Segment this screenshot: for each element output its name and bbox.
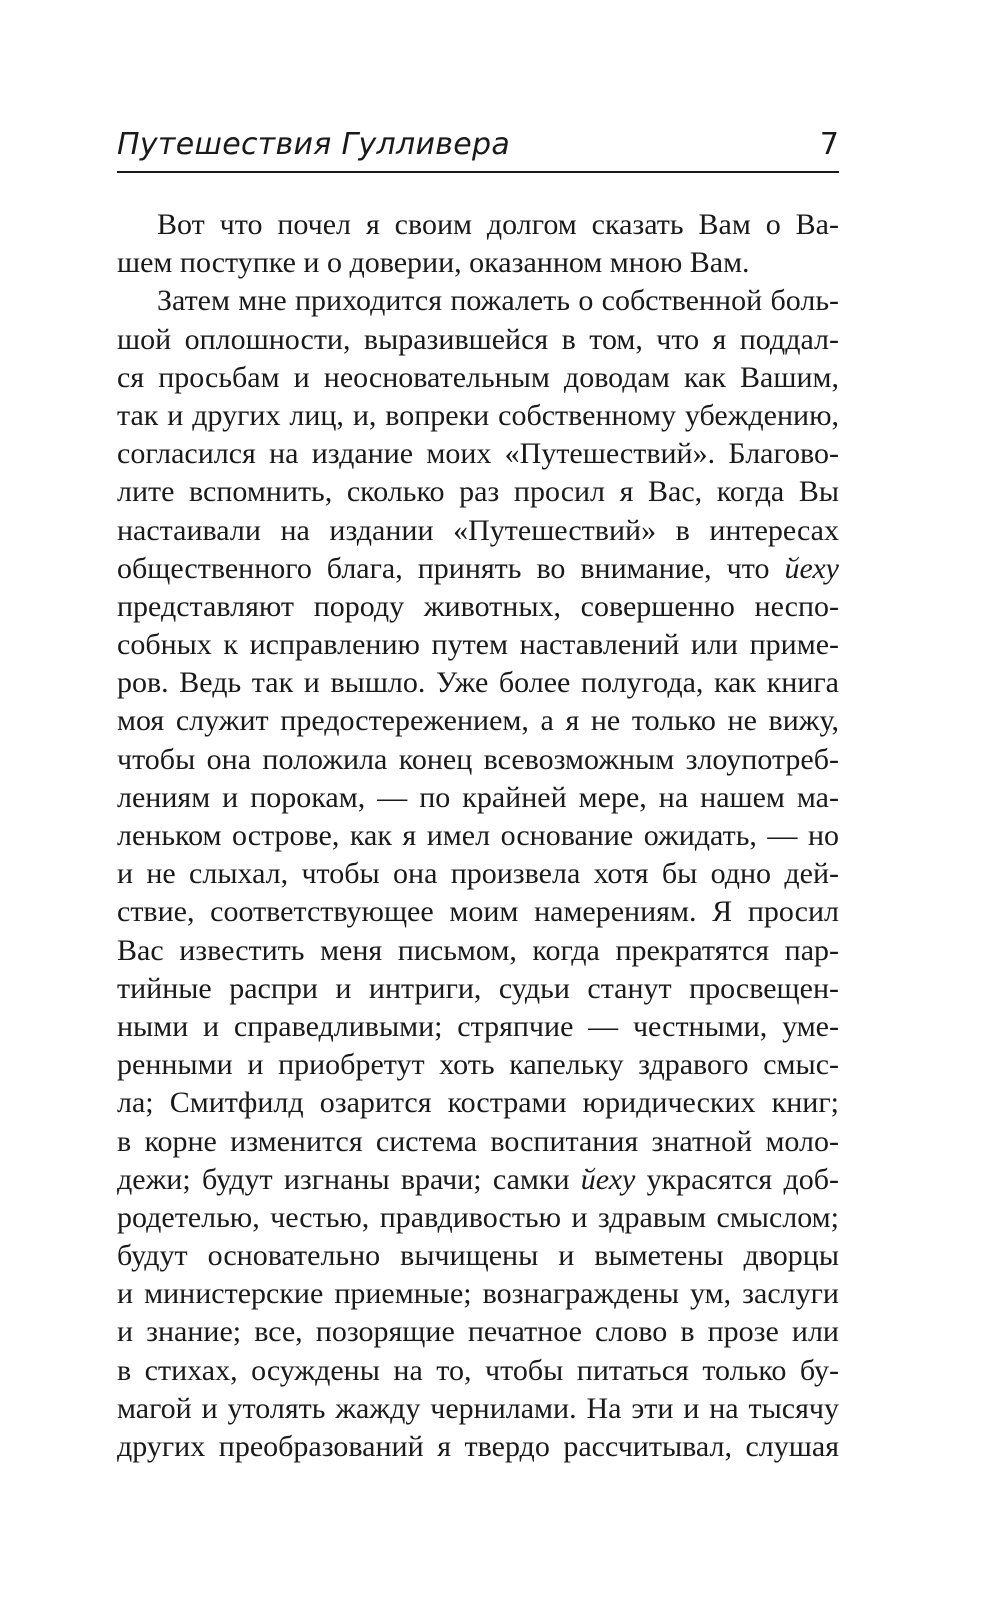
- text-line: будут основательно вычищены и выметены дворцы: [117, 1239, 839, 1273]
- running-head: [117, 125, 839, 173]
- italic-word: йеху: [784, 551, 839, 585]
- text-line: ными и справедливыми; стряпчие — честными, уме-: [117, 1009, 839, 1043]
- text-line: представляют породу животных, совершенно неспо-: [117, 589, 839, 623]
- text-line: и знание; все, позорящие печатное слово в прозе или: [117, 1315, 839, 1349]
- text-fragment: украсятся доб-: [635, 1162, 839, 1196]
- text-line: ров. Ведь так и вышло. Уже более полугода, как книга: [117, 666, 839, 700]
- text-line: ствие, соответствующее моим намерениям. Я просил: [117, 895, 839, 929]
- text-line: моя служит предостережением, а я не только не вижу,: [117, 704, 839, 738]
- text-line: лениям и порокам, — по крайней мере, на нашем ма-: [117, 780, 839, 814]
- text-line: [117, 550, 839, 588]
- text-line: в стихах, осуждены на то, чтобы питаться только бу-: [117, 1353, 839, 1387]
- text-line: ла; Смитфилд озарится кострами юридических книг;: [117, 1086, 839, 1120]
- text-line: родетелью, честью, правдивостью и здравым смыслом;: [117, 1200, 839, 1234]
- text-line: собных к исправлению путем наставлений или приме-: [117, 628, 839, 662]
- text-fragment: дежи; будут изгнаны врачи; самки: [117, 1162, 581, 1196]
- running-title: Путешествия Гулливера: [117, 127, 511, 162]
- text-line: лите вспомнить, сколько раз просил я Вас, когда Вы: [117, 475, 839, 509]
- text-line: согласился на издание моих «Путешествий». Благово-: [117, 437, 839, 471]
- text-line: и не слыхал, чтобы она произвела хотя бы одно дей-: [117, 857, 839, 891]
- text-line: Вот что почел я своим долгом сказать Вам о Ва-: [157, 208, 839, 241]
- italic-word: йеху: [580, 1162, 636, 1196]
- text-line: шем поступке и о доверии, оказанном мною Вам.: [117, 246, 750, 280]
- text-line: леньком острове, как я имел основание ожидать, — но: [117, 819, 839, 852]
- text-line: ся просьбам и неосновательным доводам как Вашим,: [117, 360, 839, 394]
- text-line: Затем мне приходится пожалеть о собственной боль-: [157, 284, 839, 318]
- body-text: [117, 206, 839, 1466]
- text-line: тийные распри и интриги, судьи станут просвещен-: [117, 971, 839, 1005]
- text-line: ренными и приобретут хоть капельку здравого смыс-: [117, 1048, 839, 1082]
- text-line: [117, 1161, 839, 1199]
- text-line: Вас известить меня письмом, когда прекратятся пар-: [117, 933, 839, 967]
- text-line: других преобразований я твердо рассчитывал, слушая: [117, 1430, 839, 1463]
- text-line: шой оплошности, выразившейся в том, что я поддал-: [117, 322, 839, 356]
- text-line: чтобы она положила конец всевозможным злоупотреб-: [117, 742, 839, 776]
- page-number: 7: [819, 127, 839, 162]
- text-fragment: общественного блага, принять во внимание, что: [117, 551, 785, 585]
- text-line: так и других лиц, и, вопреки собственному убеждению,: [117, 398, 839, 432]
- text-line: настаивали на издании «Путешествий» в интересах: [117, 513, 839, 547]
- text-line: и министерские приемные; вознаграждены ум, заслуги: [117, 1277, 839, 1311]
- text-line: магой и утолять жажду чернилами. На эти и на тысячу: [117, 1391, 839, 1425]
- text-line: в корне изменится система воспитания знатной моло-: [117, 1124, 839, 1158]
